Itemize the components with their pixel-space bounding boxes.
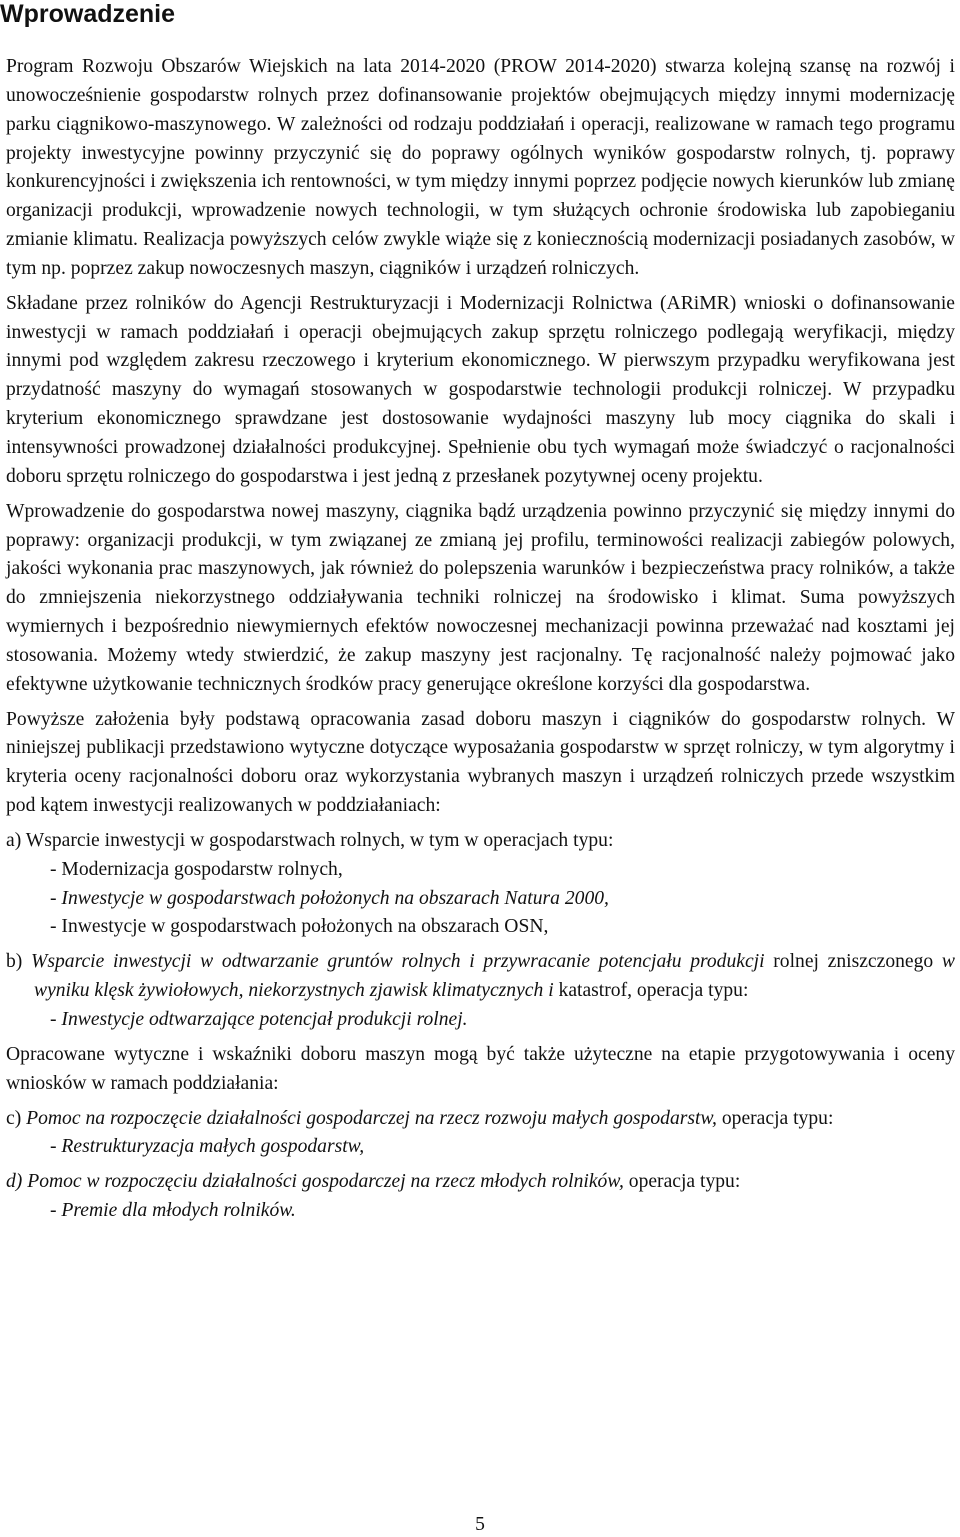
paragraph-new-machine: Wprowadzenie do gospodarstwa nowej maszyny, ciągnika bądź urządzenia powinno przyczynić się między innymi do poprawy: organizacji produkcji, w tym związanej ze zmianą jej profilu, terminowości realizacji zabiegów polowych, jakości wykonania prac maszynowych, jak również do polepszenia warunków i bezpieczeństwa pracy rolników, a także do zmniejszenia niekorzystnego oddziaływania techniki rolniczej na środowisko i klimat. Suma powyższych wymiernych i bezpośrednio niewymiernych efektów nowoczesnej mechanizacji powinna przeważać nad kosztami jej stosowania. Możemy wtedy stwierdzić, że zakup maszyny jest racjonalny. Tę racjonalność należy pojmować jako efektywne użytkowanie technicznych środków pracy generujące określone korzyści dla gospodarstwa. [6, 500, 955, 695]
list-c [6, 1105, 955, 1163]
list-b-mid: rolnej zniszczonego [773, 951, 934, 973]
list-b [6, 948, 955, 1035]
body-text [6, 53, 955, 1226]
list-c-end: operacja typu: [721, 1107, 834, 1129]
paragraph-assumptions: Powyższe założenia były podstawą opracowania zasad doboru maszyn i ciągników do gospodarstw rolnych. W niniejszej publikacji przedstawiono wytyczne dotyczące wyposażania gospodarstw w sprzęt rolniczy, w tym algorytmy i kryteria oceny racjonalności doboru oraz wykorzystania wybranych maszyn i urządzeń rolniczych przede wszystkim pod kątem inwestycji realizowanych w poddziałaniach: [6, 708, 955, 817]
list-b-italic2: w wyniku klęsk żywiołowych, niekorzystnych zjawisk klimatycznych i [34, 951, 955, 1002]
list-a-item-2: - Inwestycje w gospodarstwach położonych na obszarach Natura 2000, [50, 887, 609, 909]
list-d [6, 1168, 955, 1226]
paragraph-arimr: Składane przez rolników do Agencji Restrukturyzacji i Modernizacji Rolnictwa (ARiMR) wnioski o dofinansowanie inwestycji w ramach poddziałań i operacji obejmujących zakup sprzętu rolniczego podlegają weryfikacji, między innymi pod względem zakresu rzeczowego i kryterium ekonomicznego. W pierwszym przypadku weryfikowana jest przydatność maszyny do wymagań stosowanych w gospodarstwie technologii produkcji rolniczej. W przypadku kryterium ekonomicznego sprawdzane jest dostosowanie wydajności maszyny lub mocy ciągnika do skali i intensywności prowadzonej działalności produkcyjnej. Spełnienie obu tych wymagań może świadczyć o racjonalności doboru sprzętu rolniczego do gospodarstwa i jest jedną z przesłanek pozytywnej oceny projektu. [6, 292, 955, 487]
list-d-item-1: - Premie dla młodych rolników. [50, 1200, 296, 1222]
list-a [6, 827, 955, 942]
list-c-item-1: - Restrukturyzacja małych gospodarstw, [50, 1136, 365, 1158]
list-a-item-3: - Inwestycje w gospodarstwach położonych na obszarach OSN, [50, 916, 549, 938]
list-a-item-1: - Modernizacja gospodarstw rolnych, [50, 858, 343, 880]
list-d-italic: d) Pomoc w rozpoczęciu działalności gospodarczej na rzecz młodych rolników, [6, 1171, 624, 1193]
list-c-italic: Pomoc na rozpoczęcie działalności gospodarczej na rzecz rozwoju małych gospodarstw, [26, 1107, 717, 1129]
page-title: Wprowadzenie [0, 0, 176, 28]
list-b-end: katastrof, operacja typu: [558, 980, 749, 1002]
list-c-label [6, 1105, 955, 1134]
list-d-end: operacja typu: [628, 1171, 741, 1193]
page-number: 5 [475, 1514, 485, 1535]
list-d-label [6, 1168, 955, 1197]
list-b-label [6, 948, 955, 1006]
list-b-item-1: - Inwestycje odtwarzające potencjał produkcji rolnej. [50, 1009, 468, 1030]
paragraph-after: Opracowane wytyczne i wskaźniki doboru maszyn mogą być także użyteczne na etapie przygotowywania i oceny wniosków w ramach poddziałania: [6, 1043, 955, 1094]
list-b-prefix: b) [6, 951, 23, 973]
list-b-italic: Wsparcie inwestycji w odtwarzanie gruntów rolnych i przywracanie potencjału produkcji [31, 951, 765, 973]
list-a-label: a) Wsparcie inwestycji w gospodarstwach rolnych, w tym w operacjach typu: [6, 829, 614, 851]
list-c-prefix: c) [6, 1107, 22, 1129]
paragraph-intro: Program Rozwoju Obszarów Wiejskich na lata 2014-2020 (PROW 2014-2020) stwarza kolejną szansę na rozwój i unowocześnienie gospodarstw rolnych przez dofinansowanie projektów obejmujących między innymi modernizację parku ciągnikowo-maszynowego. W zależności od rodzaju poddziałań i operacji, realizowane w ramach tego programu projekty inwestycyjne powinny przyczynić się do poprawy ogólnych wyników gospodarstw rolnych, tj. poprawy konkurencyjności i zwiększenia ich rentowności, w tym między innymi poprzez podjęcie nowych kierunków lub zmianę organizacji produkcji, wprowadzenie nowych technologii, w tym służących ochronie środowiska lub zapobieganiu zmianie klimatu. Realizacja powyższych celów zwykle wiąże się z koniecznością modernizacji posiadanych zasobów, w tym np. poprzez zakup nowoczesnych maszyn, ciągników i urządzeń rolniczych. [6, 56, 955, 279]
